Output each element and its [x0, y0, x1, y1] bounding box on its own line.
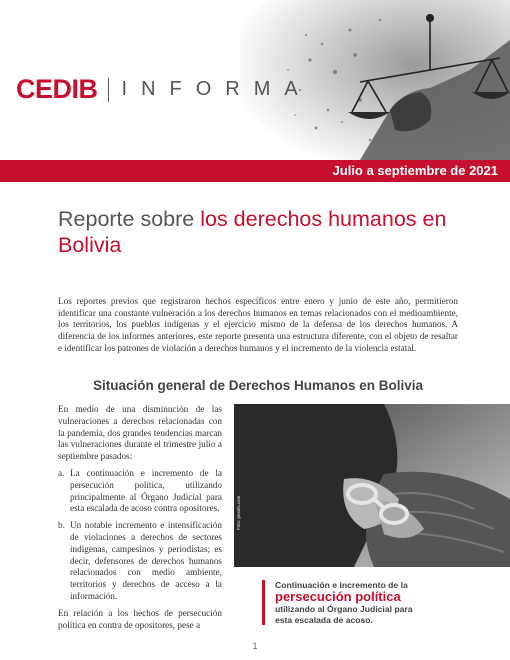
- header: [0, 0, 510, 160]
- body-column: [58, 404, 222, 636]
- brand-logo: [16, 74, 312, 105]
- list-item-text: Un notable incremento e intensificación de violaciones a derechos de sectores indígenas, campesinos y periodistas; es decir, defensores de derechos humanos relacionados con medio ambiente, territorios y derechos de acceso a la información.: [70, 520, 222, 601]
- trend-list: [58, 468, 222, 603]
- date-range: Julio a septiembre de 2021: [332, 163, 498, 178]
- caption-line-1: Continuación e incremento de la: [275, 580, 408, 590]
- column-paragraph-2: En relación a los hechos de persecución política en contra de opositores, pese a: [58, 607, 222, 630]
- photo-caption: [262, 580, 432, 625]
- list-marker: b.: [58, 520, 65, 531]
- column-paragraph-1: En medio de una disminución de las vulneraciones a derechos relacionadas con la pandemia, dos grandes tendencias marcan las vulneraciones durante el trimestre julio a septiembre pasados:: [58, 404, 222, 462]
- list-marker: a.: [58, 467, 65, 478]
- caption-line-3: utilizando al Órgano Judicial para esta escalada de acoso.: [275, 604, 413, 625]
- title-part-2: los derechos humanos en Bolivia: [58, 207, 447, 257]
- title-part-1: Reporte sobre: [58, 207, 201, 231]
- list-item-text: La continuación e incremento de la persecución política, utilizando principalmente al Órgano Judicial para esta escalada de acoso contra opositores.: [70, 467, 222, 514]
- brand-name: CEDIB: [16, 74, 98, 104]
- brand-divider: [108, 78, 109, 102]
- handcuffed-hands-photo: [234, 404, 510, 567]
- caption-highlight: persecución política: [275, 589, 401, 605]
- date-banner: [0, 160, 510, 182]
- intro-paragraph: Los reportes previos que registraron hechos específicos entre enero y junio de este año, permitieron identificar una constante vulneración a los derechos humanos en temas relacionados con el medioambiente, los territorios, los pueblos indígenas y el ejercicio mismo de la defensa de los derechos humanos. A diferencia de los informes anteriores, este reporte presenta una estructura diferente, con el objeto de resaltar e identificar los patrones de violación a derechos humanos y el incremento de la violencia estatal.: [58, 296, 458, 353]
- page-number: 1: [252, 641, 258, 651]
- brand-tagline: INFORMA: [121, 78, 312, 100]
- report-title: [58, 206, 478, 258]
- list-item: [58, 468, 222, 515]
- photo-illustration: [234, 404, 510, 567]
- section-heading: Situación general de Derechos Humanos en Bolivia: [92, 378, 424, 393]
- photo-credit: Foto: pexels.com: [236, 495, 241, 530]
- list-item: [58, 520, 222, 603]
